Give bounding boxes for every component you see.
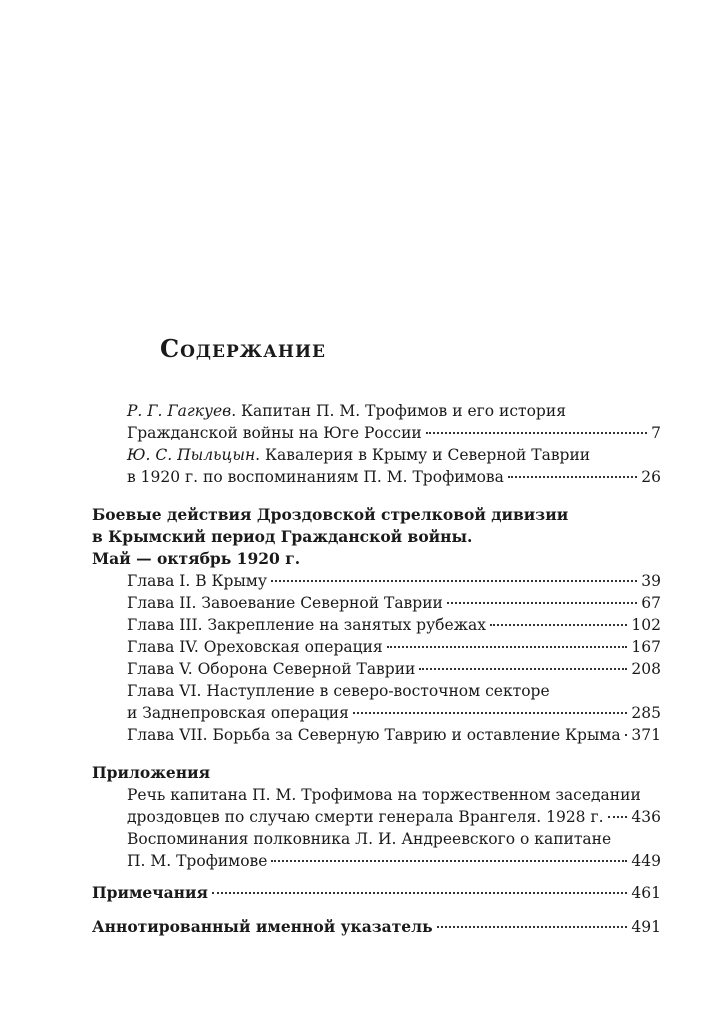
entry-text: . Капитан П. М. Трофимов и его история (231, 402, 566, 420)
toc-entry-chapter-5[interactable] (127, 658, 661, 680)
page-number: 371 (631, 726, 661, 744)
page-number: 39 (641, 572, 661, 590)
dot-leader (490, 624, 627, 626)
entry-text: Глава IV. Ореховская операция (127, 638, 383, 656)
dot-leader (353, 712, 628, 714)
entry-text: Примечания (92, 883, 208, 902)
toc-entry-chapter-2[interactable] (127, 592, 661, 614)
entry-text: Глава I. В Крыму (127, 572, 267, 590)
toc-entry-index[interactable] (92, 916, 661, 938)
part-heading-line-2: в Крымский период Гражданской войны. (92, 527, 473, 546)
page-number: 449 (631, 852, 661, 870)
page-number: 7 (651, 424, 661, 442)
dot-leader (212, 892, 627, 894)
toc-entry-appendix-1[interactable] (127, 784, 661, 806)
dot-leader (437, 926, 628, 928)
page-number: 491 (631, 918, 661, 936)
dot-leader (419, 668, 627, 670)
toc-entry-chapter-1[interactable] (127, 570, 661, 592)
entry-text: Глава III. Закрепление на занятых рубежах (127, 616, 486, 634)
dot-leader (271, 580, 637, 582)
entry-text: Гражданской войны на Юге России (127, 424, 422, 442)
toc-entry-intro-1-cont[interactable] (127, 422, 661, 444)
entry-text: Глава V. Оборона Северной Таврии (127, 660, 416, 678)
toc-entry-intro-2[interactable] (127, 444, 661, 466)
page-number: 461 (631, 884, 661, 902)
entry-text: и Заднепровская операция (127, 704, 349, 722)
page-number: 167 (631, 638, 661, 656)
dot-leader (447, 602, 637, 604)
entry-text: Глава VII. Борьба за Северную Таврию и оставление Крыма (127, 726, 621, 744)
toc-entry-appendix-2-cont[interactable] (127, 850, 661, 872)
entry-text: Глава VI. Наступление в северо-восточном секторе (127, 682, 550, 700)
part-heading-line-3: Май — октябрь 1920 г. (92, 549, 301, 568)
dot-leader (508, 476, 637, 478)
dot-leader (387, 646, 628, 648)
entry-author: Ю. С. Пыльцын (127, 446, 256, 464)
toc-entry-chapter-4[interactable] (127, 636, 661, 658)
page-number: 285 (631, 704, 661, 722)
entry-text: Речь капитана П. М. Трофимова на торжественном заседании (127, 786, 641, 804)
part-heading-line-1: Боевые действия Дроздовской стрелковой дивизии (92, 505, 569, 524)
toc-entry-chapter-6-cont[interactable] (127, 702, 661, 724)
entry-text: дроздовцев по случаю смерти генерала Врангеля. 1928 г. (127, 808, 604, 826)
page-number: 67 (641, 594, 661, 612)
entry-text: в 1920 г. по воспоминаниям П. М. Трофимова (127, 468, 504, 486)
toc-title: Содержание (160, 334, 326, 363)
dot-leader (426, 432, 647, 434)
dot-leader (608, 816, 628, 818)
entry-author: Р. Г. Гагкуев (127, 402, 232, 420)
dot-leader (271, 860, 627, 862)
toc-entry-chapter-6[interactable] (127, 680, 661, 702)
toc-entry-notes[interactable] (92, 882, 661, 904)
entry-text: Глава II. Завоевание Северной Таврии (127, 594, 443, 612)
toc-entry-intro-1[interactable] (127, 400, 661, 422)
page-number: 102 (631, 616, 661, 634)
page-number: 436 (631, 808, 661, 826)
toc-entry-chapter-7[interactable] (127, 724, 661, 746)
entry-text: П. М. Трофимове (127, 852, 268, 870)
toc-entry-appendix-1-cont[interactable] (127, 806, 661, 828)
page-number: 26 (641, 468, 661, 486)
entry-text: Воспоминания полковника Л. И. Андреевского о капитане (127, 830, 612, 848)
appendix-heading: Приложения (92, 763, 211, 782)
page-number: 208 (631, 660, 661, 678)
entry-text: . Кавалерия в Крыму и Северной Таврии (255, 446, 591, 464)
toc-entry-intro-2-cont[interactable] (127, 466, 661, 488)
toc-entry-chapter-3[interactable] (127, 614, 661, 636)
dot-leader (625, 734, 628, 736)
toc-entry-appendix-2[interactable] (127, 828, 661, 850)
entry-text: Аннотированный именной указатель (92, 917, 433, 936)
